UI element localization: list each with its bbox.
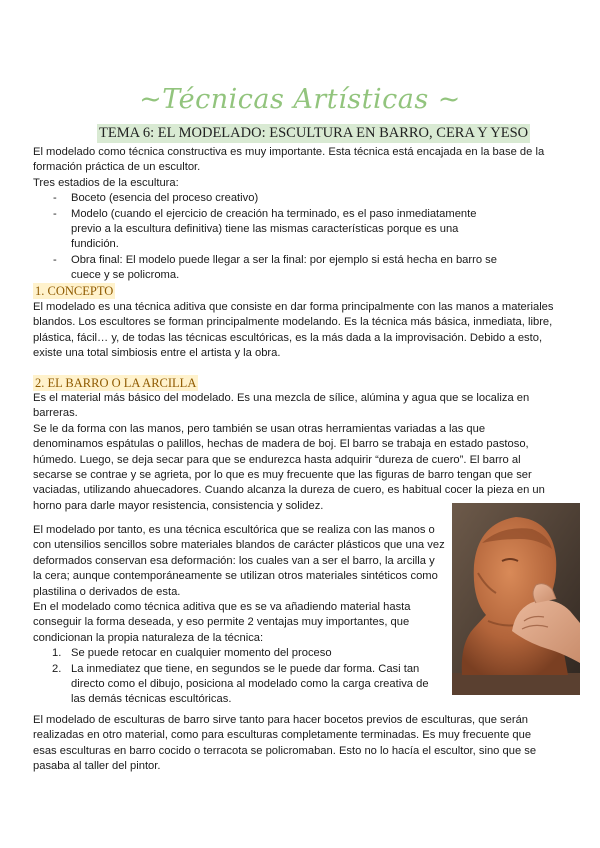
- stage-item: - Obra final: El modelo puede llegar a ser la final: por ejemplo si está hecha en barro se cuece y se policroma.: [33, 253, 503, 284]
- advantage-item: [33, 662, 445, 708]
- stages-list: [33, 191, 503, 283]
- barro-paragraph: Es el material más básico del modelado. Es una mezcla de sílice, alúmina y agua que se localiza en barreras.: [33, 392, 530, 420]
- intro-block: [33, 145, 558, 284]
- modelado-block: [33, 523, 445, 708]
- stages-lead: Tres estadios de la escultura:: [33, 176, 179, 189]
- intro-paragraph: El modelado como técnica constructiva es muy importante. Esta técnica está encajada en la base de la formación práctica de un escultor.: [33, 146, 545, 174]
- barro-paragraph: Se le da forma con las manos, pero también se usan otras herramientas variadas a las que denominamos espátulas o palillos, hechas de madera de boj. El barro se trabaja en estado pastoso, húmedo. Luego, se deja secar para que se endurezca hasta adquirir “dureza de cuero”. El barro al secarse se contrae y se agrieta, por lo que es muy frecuente que las figuras de barro tengan que ser vaciadas, utilizando ahuecadores. Cuando alcanza la dureza de cuero, es habitual cocer la pieza en un horno para darle mayor resistencia, consistencia y solidez.: [33, 422, 545, 512]
- section-heading-concepto: 1. CONCEPTO: [35, 284, 114, 298]
- concepto-paragraph: El modelado es una técnica aditiva que consiste en dar forma principalmente con las manos a materiales blandos. Los escultores se forman principalmente modelando. Es la técnica más básica, inmediata, libre, plástica, fácil… y, de todas las técnicas escultóricas, es la más dada a la improvisación. Debido a esto, existe una total simbiosis entre el artista y la obra.: [33, 301, 554, 360]
- document-title: ~Técnicas Artísticas ~: [139, 84, 461, 115]
- modelado-paragraph: En el modelado como técnica aditiva que es se va añadiendo material hasta conseguir la forma deseada, y eso permite 2 ventajas muy importantes, que condicionan la propia naturaleza de la técnica:: [33, 601, 411, 644]
- stage-item: - Boceto (esencia del proceso creativo): [33, 191, 503, 206]
- section-heading-barro: 2. EL BARRO O LA ARCILLA: [35, 376, 197, 390]
- advantage-item: [33, 646, 445, 661]
- advantage-text: Se puede retocar en cualquier momento del proceso: [71, 647, 332, 660]
- closing-block: [33, 713, 555, 775]
- advantage-number: 1.: [52, 647, 62, 660]
- barro-intro-block: [33, 391, 553, 514]
- advantages-list: [33, 646, 445, 708]
- modelado-paragraph: El modelado por tanto, es una técnica escultórica que se realiza con las manos o con utensilios sencillos sobre materiales blandos de carácter plásticos que una vez deformados conservan esa deformación: los cuales van a ser el barro, la arcilla y la cera; aunque contemporáneamente se utilizan otros materiales sintéticos como plastilina o derivados de esta.: [33, 524, 445, 598]
- advantage-text: La inmediatez que tiene, en segundos se le puede dar forma. Casi tan directo como el dibujo, posiciona al modelado como la carga creativa de las demás técnicas escultóricas.: [71, 662, 429, 706]
- concepto-block: [33, 300, 555, 362]
- advantage-number: 2.: [52, 662, 62, 675]
- clay-bust-illustration: [452, 503, 580, 695]
- stage-item: - Modelo (cuando el ejercicio de creación ha terminado, es el paso inmediatamente previo a la escultura definitiva) tiene las mismas características porque es una fundición.: [33, 207, 503, 253]
- clay-sculpture-photo: [452, 503, 580, 695]
- closing-paragraph: El modelado de esculturas de barro sirve tanto para hacer bocetos previos de esculturas, que serán realizadas en otro material, como para esculturas completamente terminadas. Es muy frecuente que esas esculturas en barro cocido o terracota se policromaban. Esto no lo hacía el escultor, sino que se pasaba al taller del pintor.: [33, 714, 537, 773]
- topic-heading: TEMA 6: EL MODELADO: ESCULTURA EN BARRO, CERA Y YESO: [99, 125, 529, 141]
